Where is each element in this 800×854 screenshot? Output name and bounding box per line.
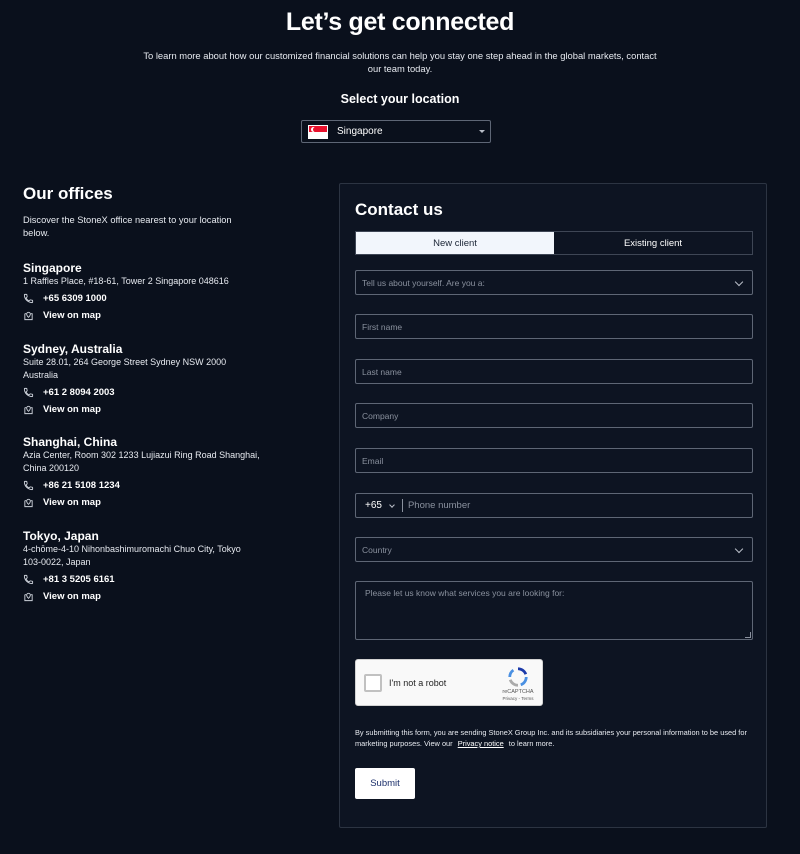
location-select[interactable]: [301, 120, 491, 143]
resize-handle-icon[interactable]: [745, 632, 751, 638]
offices-title: Our offices: [23, 184, 113, 203]
offices-subtitle: Discover the StoneX office nearest to your location below.: [23, 215, 232, 238]
disclaimer-prefix: By submitting this form, you are sending StoneX Group Inc. and its subsidiaries your personal information to be used for marketing purposes. View our: [355, 728, 747, 748]
office-singapore: [23, 261, 273, 322]
recaptcha-label: I'm not a robot: [389, 678, 447, 688]
page-subtitle: To learn more about how our customized financial solutions can help you stay one step ahead in the global markets, contact our team today.: [143, 50, 657, 74]
message-textarea[interactable]: [355, 581, 753, 640]
disclaimer-suffix: to learn more.: [508, 739, 555, 748]
country-select-placeholder: Country: [362, 544, 392, 555]
office-sydney: [23, 342, 273, 415]
office-tokyo: [23, 529, 273, 602]
privacy-notice-link[interactable]: Privacy notice: [457, 739, 504, 748]
office-address: Suite 28.01, 264 George Street Sydney NSW 2000 Australia: [23, 357, 227, 380]
page-title: Let’s get connected: [285, 8, 515, 36]
office-shanghai: [23, 435, 273, 508]
office-phone[interactable]: [23, 573, 273, 585]
chevron-down-icon: [735, 278, 743, 286]
phone-icon: [23, 574, 34, 585]
office-address: 1 Raffles Place, #18-61, Tower 2 Singapore 048616: [23, 276, 229, 286]
phone-code-select[interactable]: [356, 494, 394, 517]
chevron-down-icon: [735, 545, 743, 553]
office-city: Tokyo, Japan: [23, 529, 99, 543]
office-address: Azia Center, Room 302 1233 Lujiazui Ring Road Shanghai, China 200120: [23, 450, 260, 473]
view-on-map-link[interactable]: [23, 310, 273, 322]
office-phone[interactable]: [23, 479, 273, 491]
office-phone-number: +86 21 5108 1234: [43, 479, 120, 491]
last-name-input[interactable]: [355, 359, 753, 384]
phone-number-input[interactable]: [403, 494, 752, 517]
country-select[interactable]: [355, 537, 753, 562]
view-on-map-link[interactable]: [23, 590, 273, 602]
phone-field: [355, 493, 753, 518]
first-name-input[interactable]: [355, 314, 753, 339]
view-on-map-label: View on map: [43, 310, 101, 321]
client-type-tabs: [355, 231, 753, 255]
phone-icon: [23, 387, 34, 398]
contact-title: Contact us: [355, 200, 443, 219]
phone-icon: [23, 480, 34, 491]
recaptcha-brand: reCAPTCHA: [502, 689, 534, 695]
contact-panel: [339, 183, 767, 828]
recaptcha-logo-icon: [507, 666, 529, 688]
location-select-value: Singapore: [337, 126, 383, 137]
submit-button[interactable]: Submit: [355, 768, 415, 799]
office-phone[interactable]: [23, 386, 273, 398]
caret-down-icon: [479, 130, 485, 133]
map-pin-icon: [23, 591, 34, 602]
office-city: Singapore: [23, 261, 82, 275]
office-phone-number: +81 3 5205 6161: [43, 573, 115, 585]
office-address: 4-chōme-4-10 Nihonbashimuromachi Chuo City, Tokyo 103-0022, Japan: [23, 544, 241, 567]
phone-icon: [23, 293, 34, 304]
company-input[interactable]: [355, 403, 753, 428]
singapore-flag-icon: [308, 125, 328, 139]
tab-existing-client[interactable]: Existing client: [623, 237, 683, 249]
office-phone-number: +65 6309 1000: [43, 293, 107, 304]
map-pin-icon: [23, 497, 34, 508]
office-phone[interactable]: [23, 293, 273, 305]
chevron-down-icon: [389, 502, 395, 508]
office-phone-number: +61 2 8094 2003: [43, 386, 115, 398]
recaptcha-terms-link[interactable]: Privacy - Terms: [502, 696, 534, 701]
office-city: Sydney, Australia: [23, 342, 123, 356]
map-pin-icon: [23, 404, 34, 415]
phone-code-value: +65: [365, 500, 382, 511]
location-label: Select your location: [340, 92, 460, 106]
office-city: Shanghai, China: [23, 435, 118, 449]
recaptcha-widget: [355, 659, 543, 706]
map-pin-icon: [23, 310, 34, 321]
privacy-disclaimer: [355, 727, 755, 749]
view-on-map-link[interactable]: [23, 403, 273, 415]
about-select-placeholder: Tell us about yourself. Are you a:: [362, 277, 485, 288]
tab-new-client[interactable]: New client: [356, 232, 554, 254]
view-on-map-label: View on map: [43, 496, 101, 508]
view-on-map-label: View on map: [43, 403, 101, 415]
recaptcha-checkbox[interactable]: [364, 674, 382, 692]
about-select[interactable]: [355, 270, 753, 295]
view-on-map-label: View on map: [43, 590, 101, 602]
view-on-map-link[interactable]: [23, 496, 273, 508]
email-input[interactable]: [355, 448, 753, 473]
